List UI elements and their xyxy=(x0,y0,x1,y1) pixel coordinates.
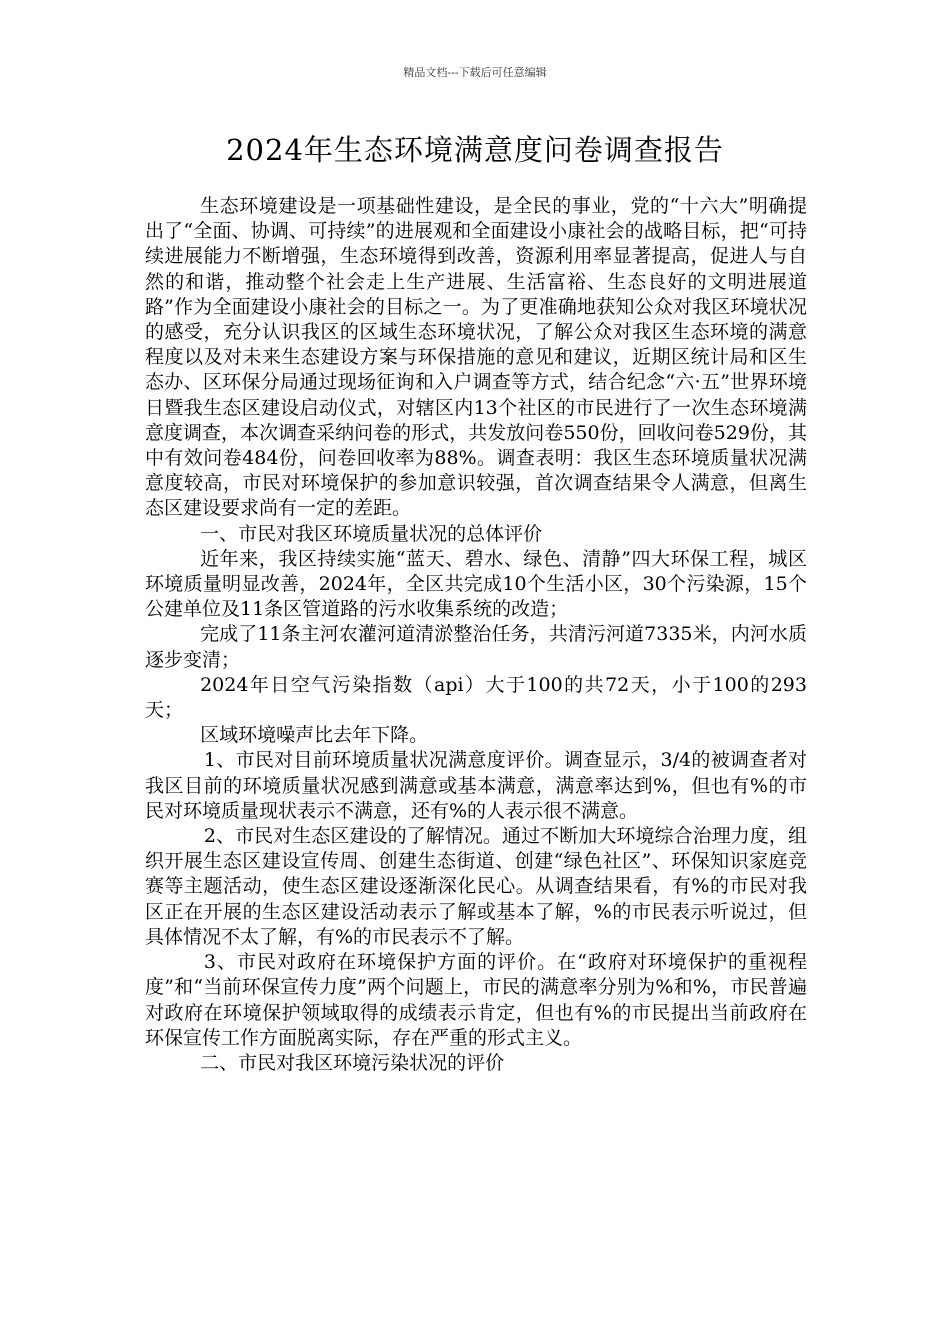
paragraph-item-2: 2、市民对生态区建设的了解情况。通过不断加大环境综合治理力度，组织开展生态区建设宣传周、创建生态街道、创建“绿色社区”、环保知识家庭竞赛等主题活动，使生态区建设逐渐深化民心。从调查结果看，有%的市民对我区正在开展的生态区建设活动表示了解或基本了解，%的市民表示听说过，但具体情况不太了解，有%的市民表示不了解。 xyxy=(145,825,807,948)
paragraph-noise: 区域环境噪声比去年下降。 xyxy=(200,724,429,747)
paragraph-river-cleanup: 完成了11条主河农灌河道清淤整治任务，共清污河道7335米，内河水质逐步变清； xyxy=(145,623,807,671)
paragraph-air-quality: 2024年日空气污染指数（api）大于100的共72天，小于100的293天； xyxy=(145,673,807,722)
intro-paragraph: 生态环境建设是一项基础性建设，是全民的事业，党的“十六大”明确提出了“全面、协调、可持续”的进展观和全面建设小康社会的战略目标，把“可持续进展能力不断增强，生态环境得到改善，资源利用率显著提高，促进人与自然的和谐，推动整个社会走上生产进展、生活富裕、生态良好的文明进展道路”作为全面建设小康社会的目标之一。为了更准确地获知公众对我区环境状况的感受，充分认识我区的区域生态环境状况，了解公众对我区生态环境的满意程度以及对未来生态建设方案与环保措施的意见和建议，近期区统计局和区生态办、区环保分局通过现场征询和入户调查等方式，结合纪念“六·五”世界环境日暨我生态区建设启动仪式，对辖区内13个社区的市民进行了一次生态环境满意度调查，本次调查采纳问卷的形式，共发放问卷550份，回收问卷529份，其中有效问卷484份，问卷回收率为88%。调查表明：我区生态环境质量状况满意度较高，市民对环境保护的参加意识较强，首次调查结果令人满意，但离生态区建设要求尚有一定的差距。 xyxy=(145,195,807,520)
section-heading-2: 二、市民对我区环境污染状况的评价 xyxy=(200,1051,505,1074)
paragraph-environment-projects: 近年来，我区持续实施“蓝天、碧水、绿色、清静”四大环保工程，城区环境质量明显改善，2024年，全区共完成10个生活小区，30个污染源，15个公建单位及11条区管道路的污水收集系统的改造； xyxy=(145,547,807,621)
document-body xyxy=(145,194,807,1076)
page-header-note: 精品文档---下载后可任意编辑 xyxy=(403,66,547,79)
section-heading-1: 一、市民对我区环境质量状况的总体评价 xyxy=(200,522,543,545)
paragraph-item-1: 1、市民对目前环境质量状况满意度评价。调查显示，3/4的被调查者对我区目前的环境质量状况感到满意或基本满意，满意率达到%，但也有%的市民对环境质量现状表示不满意，还有%的人表示很不满意。 xyxy=(145,749,807,822)
paragraph-item-3: 3、市民对政府在环境保护方面的评价。在“政府对环境保护的重视程度”和“当前环保宣传力度”两个问题上，市民的满意率分别为%和%，市民普遍对政府在环境保护领域取得的成绩表示肯定，但也有%的市民提出当前政府在环保宣传工作方面脱离实际，存在严重的形式主义。 xyxy=(145,951,807,1049)
document-title: 2024年生态环境满意度问卷调查报告 xyxy=(226,133,724,167)
